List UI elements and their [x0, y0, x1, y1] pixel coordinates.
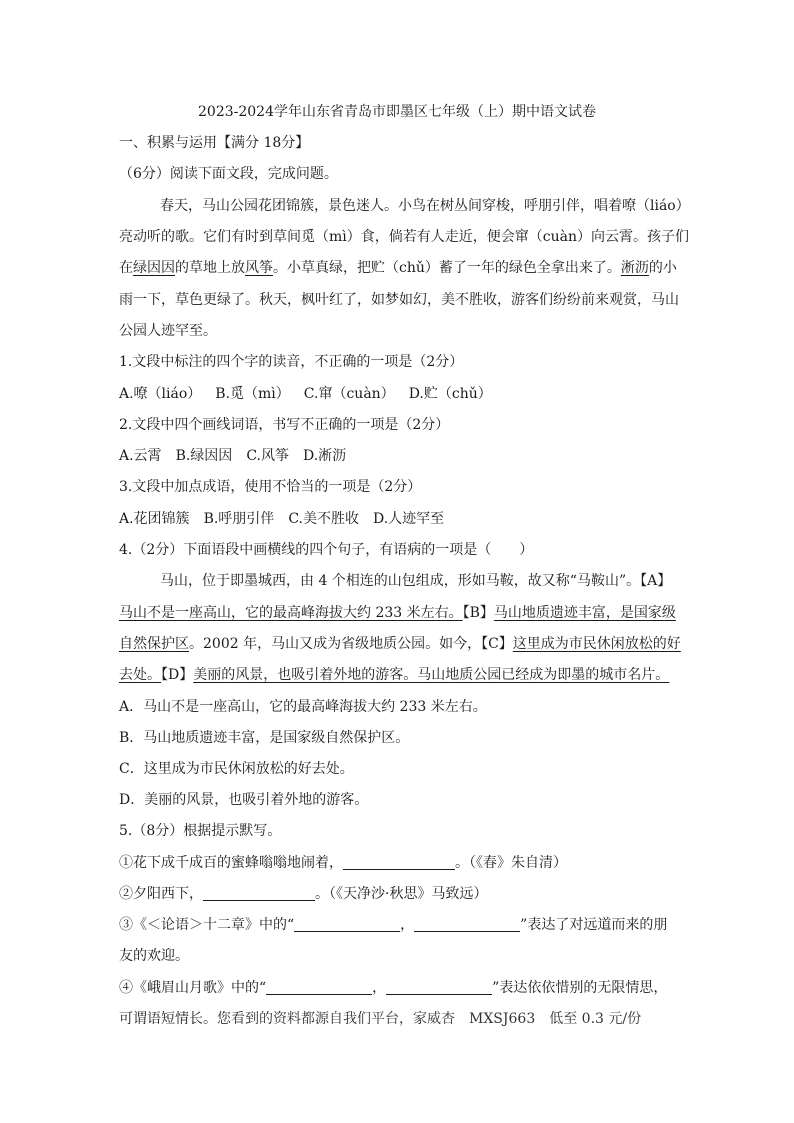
answer-blank[interactable] [414, 917, 520, 932]
underlined-sentence: 这里成为市民休闲放松的好 [512, 636, 681, 652]
recitation-item-3: ③《＜论语＞十二章》中的“ ， ”表达了对远道而来的朋 [119, 917, 668, 933]
passage2-line1: 马山，位于即墨城西，由 4 个相连的山包组成，形如马鞍，故又称“马鞍山”。【A】 [160, 573, 672, 589]
underlined-sentence: 马山地质公园已经成为即墨的城市名片。 [417, 667, 670, 683]
passage1-line3: 在绿因因的草地上放风筝。小草真绿，把贮（chǔ）蓄了一年的绿色全拿出来了。淅沥的小 [119, 260, 677, 276]
underlined-sentence: 去处。 [119, 667, 161, 683]
option: B.呼朋引伴 [203, 511, 275, 527]
passage2-line4: 去处。【D】美丽的风景，也吸引着外地的游客。马山地质公园已经成为即墨的城市名片。 [119, 667, 670, 683]
question-4-option-d: D．美丽的风景，也吸引着外地的游客。 [119, 792, 369, 808]
question-3: 3.文段中加点成语，使用不恰当的一项是（2分） [119, 479, 422, 495]
question-4-option-a: A．马山不是一座高山，它的最高峰海拔大约 233 米左右。 [119, 699, 487, 715]
option: A.云霄 [119, 448, 162, 464]
option: B.绿因因 [175, 448, 233, 464]
section-heading: 一、积累与运用【满分 18分】 [119, 135, 310, 151]
underlined-word: 绿因因 [133, 260, 175, 276]
question-3-options [119, 509, 444, 529]
answer-blank[interactable] [294, 917, 400, 932]
passage2-line3: 自然保护区。2002 年，马山又成为省级地质公园。如今，【C】这里成为市民休闲放松的好 [119, 636, 681, 652]
underlined-sentence: 美丽的风景，也吸引着外地的游客。 [193, 667, 418, 683]
option: C.窜（cuàn） [303, 386, 395, 402]
underlined-word: 风筝 [245, 260, 273, 276]
option: A.花团锦簇 [119, 511, 190, 527]
option: A.嘹（liáo） [119, 386, 202, 402]
option: D.淅沥 [302, 448, 347, 464]
answer-blank[interactable] [386, 980, 492, 995]
question-4-option-c: C．这里成为市民休闲放松的好去处。 [119, 761, 354, 777]
answer-blank[interactable] [203, 886, 315, 901]
option: C.美不胜收 [288, 511, 359, 527]
answer-blank[interactable] [266, 980, 372, 995]
passage1-line1: 春天，马山公园花团锦簇，景色迷人。小鸟在树丛间穿梭，呼朋引伴，唱着嘹（liáo） [160, 198, 690, 214]
question-1: 1.文段中标注的四个字的读音，不正确的一项是（2分） [119, 354, 464, 370]
reading-intro: （6分）阅读下面文段，完成问题。 [119, 166, 338, 182]
question-4-option-b: B．马山地质遗迹丰富，是国家级自然保护区。 [119, 730, 410, 746]
underlined-sentence: 自然保护区 [119, 636, 189, 652]
recitation-item-1: ①花下成千成百的蜜蜂嗡嗡地闹着， 。（《春》朱自清） [119, 855, 567, 871]
question-2: 2.文段中四个画线词语，书写不正确的一项是（2分） [119, 417, 450, 433]
option: D.人迹罕至 [372, 511, 445, 527]
underlined-sentence: 马山不是一座高山，它的最高峰海拔大约 233 米左右。 [119, 605, 463, 621]
passage1-line5: 公园人迹罕至。 [119, 323, 217, 339]
recitation-item-4-cont: 可谓语短情长。您看到的资料都源自我们平台，家威杏 MXSJ663 低至 0.3 元/份 [119, 1011, 642, 1027]
question-2-options [119, 446, 346, 466]
option: C.风筝 [246, 448, 289, 464]
option: D.贮（chǔ） [408, 386, 492, 402]
recitation-item-2: ②夕阳西下， 。（《天净沙·秋思》马致远） [119, 886, 488, 902]
question-1-options [119, 384, 492, 404]
underlined-word: 淅沥 [620, 260, 649, 276]
passage1-line4: 雨一下，草色更绿了。秋天，枫叶红了，如梦如幻，美不胜收，游客们纷纷前来观赏，马山 [119, 292, 679, 308]
recitation-item-4: ④《峨眉山月歌》中的“ ， ”表达依依惜别的无限情思， [119, 980, 668, 996]
passage1-line2: 亮动听的歌。它们有时到草间觅（mì）食，倘若有人走近，便会窜（cuàn）向云霄。孩子们 [119, 229, 689, 245]
passage2-line2: 马山不是一座高山，它的最高峰海拔大约 233 米左右。【B】马山地质遗迹丰富，是国家级 [119, 605, 676, 621]
question-5: 5.（8分）根据提示默写。 [119, 823, 282, 839]
option: B.觅（mì） [215, 386, 290, 402]
answer-blank[interactable] [343, 855, 455, 870]
exam-title: 2023-2024学年山东省青岛市即墨区七年级（上）期中语文试卷 [198, 104, 596, 120]
watermark-text: 您看到的资料都源自我们平台，家威杏 MXSJ663 低至 0.3 元/份 [217, 1011, 642, 1027]
question-4: 4.（2分）下面语段中画横线的四个句子，有语病的一项是（ ） [119, 542, 534, 558]
recitation-item-3-cont: 友的欢迎。 [119, 948, 189, 964]
underlined-sentence: 马山地质遗迹丰富，是国家级 [493, 605, 676, 621]
